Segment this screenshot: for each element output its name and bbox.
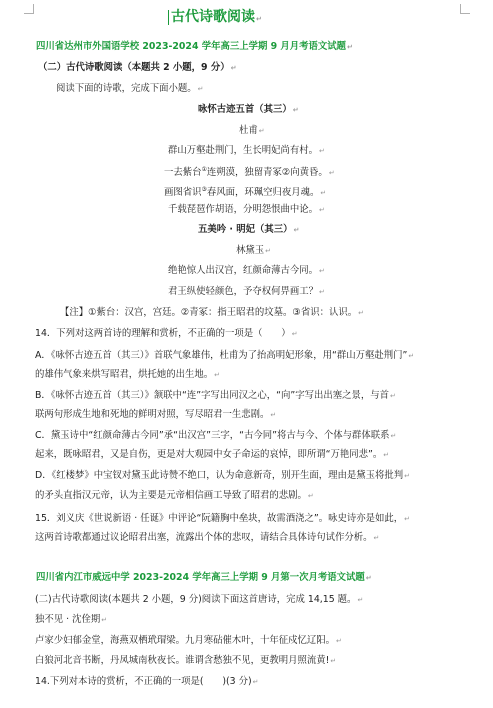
poem3-title: 独不见 · 沈佺期↵ xyxy=(35,614,108,625)
paragraph-mark-icon: ↵ xyxy=(365,574,372,582)
annotation-note: 【注】①紫台：汉宫，宫廷。②青冢：指王昭君的坟墓。③省识：认识。↵ xyxy=(60,307,364,318)
paragraph-mark-icon: ↵ xyxy=(357,596,364,604)
document-title: 古代诗歌阅读↵ xyxy=(168,8,262,28)
option-a-line2: 的雄伟气象来烘写昭君，烘托她的出生地。↵ xyxy=(35,369,221,380)
section1-heading: （二）古代诗歌阅读（本题共 2 小题，9 分）↵ xyxy=(38,62,237,73)
paragraph-mark-icon: ↵ xyxy=(214,371,221,379)
poem1-author: 杜甫↵ xyxy=(239,125,265,136)
paragraph-mark-icon: ↵ xyxy=(358,309,364,317)
poem2-line: 君王纵使轻颜色，予夺权何畀画工？↵ xyxy=(168,286,325,297)
paragraph-mark-icon: ↵ xyxy=(336,637,342,645)
section2-source: 四川省内江市威远中学 2023-2024 学年高三上学期 9 月第一次月考语文试题↵ xyxy=(36,572,372,583)
question-15-line2: 这两首诗歌都通过议论昭君出塞，流露出个体的悲叹，请结合具体诗句试作分析。↵ xyxy=(35,532,380,543)
paragraph-mark-icon: ↵ xyxy=(319,267,325,275)
poem1-line: 千载琵琶作胡语，分明怨恨曲中论。↵ xyxy=(168,204,325,215)
poem1-line: 一去紫台①连朔漠，独留青冢②向黄昏。↵ xyxy=(164,166,335,179)
paragraph-mark-icon: ↵ xyxy=(328,169,335,178)
margin-corner-mark xyxy=(24,4,34,14)
poem3-line: 白狼河北音书断，丹凤城南秋夜长。谁谓含愁独不见，更教明月照流黄!↵ xyxy=(35,655,337,666)
paragraph-mark-icon: ↵ xyxy=(291,330,298,338)
poem2-line: 绝艳惊人出汉宫，红颜命薄古今同。↵ xyxy=(168,265,325,276)
question-14: 14．下列对这两首诗的理解和赏析，不正确的一项是（ ）↵ xyxy=(35,328,298,339)
poem3-line: 卢家少妇郁金堂，海燕双栖玳瑁梁。九月寒砧催木叶，十年征戍忆辽阳。↵ xyxy=(35,635,342,646)
paragraph-mark-icon: ↵ xyxy=(404,472,411,480)
paragraph-mark-icon: ↵ xyxy=(389,392,396,400)
option-d-line2: 的矛头直指汉元帝，认为主要是元帝相信画工导致了昭君的悲剧。↵ xyxy=(35,490,314,501)
poem1-line: 画图省识③春风面，环珮空归夜月魂。↵ xyxy=(164,186,327,199)
paragraph-mark-icon: ↵ xyxy=(373,534,380,542)
paragraph-mark-icon: ↵ xyxy=(256,15,262,23)
option-b-line1: B．《咏怀古迹五首（其三）》颔联中“连”字写出同汉之心，“向”字写出出塞之景，与首↵ xyxy=(35,390,396,401)
instruction: 阅读下面的诗歌，完成下面小题。↵ xyxy=(56,83,204,94)
paragraph-mark-icon: ↵ xyxy=(319,147,325,155)
option-b-line2: 联两句形成生地和死地的鲜明对照，写尽昭君一生悲剧。↵ xyxy=(35,409,277,420)
paragraph-mark-icon: ↵ xyxy=(347,43,353,51)
paragraph-mark-icon: ↵ xyxy=(265,247,272,255)
question-14b: 14.下列对本诗的赏析，不正确的一项是( )(3 分)↵ xyxy=(35,676,259,687)
option-a-line1: A．《咏怀古迹五首（其三）》首联气象雄伟，杜甫为了抬高明妃形象，用“群山万壑赴荆门”↵ xyxy=(35,350,415,361)
paragraph-mark-icon: ↵ xyxy=(258,127,265,135)
paragraph-mark-icon: ↵ xyxy=(197,85,204,93)
paragraph-mark-icon: ↵ xyxy=(319,206,325,214)
text-cursor xyxy=(168,10,169,25)
paragraph-mark-icon: ↵ xyxy=(270,411,277,419)
paragraph-mark-icon: ↵ xyxy=(319,288,325,296)
section2-heading: (二)古代诗歌阅读(本题共 2 小题，9 分)阅读下面这首唐诗，完成 14,15 题。↵ xyxy=(35,594,364,605)
section1-source: 四川省达州市外国语学校 2023-2024 学年高三上学期 9 月月考语文试题↵ xyxy=(36,41,353,52)
paragraph-mark-icon: ↵ xyxy=(293,226,300,234)
poem1-line: 群山万壑赴荆门，生长明妃尚有村。↵ xyxy=(168,145,325,156)
option-c-line1: C．黛玉诗中“红颜命薄古今同”承“出汉宫”三字，“古今同”将古与今、个体与群体联系↵ xyxy=(35,430,397,441)
paragraph-mark-icon: ↵ xyxy=(292,106,299,114)
paragraph-mark-icon: ↵ xyxy=(252,678,259,686)
option-d-line1: D．《红楼梦》中宝钗对黛玉此诗赞不绝口，认为命意新奇，别开生面，理由是黛玉将批判↵ xyxy=(35,470,411,481)
paragraph-mark-icon: ↵ xyxy=(230,64,237,72)
option-c-line2: 起来，既咏昭君，又是自伤，更是对大观园中女子命运的哀悼，即所谓“万艳同悲”。↵ xyxy=(35,449,390,460)
paragraph-mark-icon: ↵ xyxy=(390,432,397,440)
paragraph-mark-icon: ↵ xyxy=(404,515,410,523)
question-15-line1: 15．刘义庆《世说新语 · 任诞》中评论“阮籍胸中垒块，故需酒浇之”。咏史诗亦是如此，↵ xyxy=(35,513,410,524)
poem2-author: 林黛玉↵ xyxy=(236,245,272,256)
margin-corner-mark xyxy=(460,4,470,14)
paragraph-mark-icon: ↵ xyxy=(320,189,327,198)
paragraph-mark-icon: ↵ xyxy=(101,616,108,624)
paragraph-mark-icon: ↵ xyxy=(383,451,390,459)
poem2-title: 五美吟 · 明妃（其三）↵ xyxy=(198,224,300,235)
poem1-title: 咏怀古迹五首（其三）↵ xyxy=(198,104,299,115)
paragraph-mark-icon: ↵ xyxy=(330,657,337,665)
paragraph-mark-icon: ↵ xyxy=(307,492,314,500)
paragraph-mark-icon: ↵ xyxy=(408,352,415,360)
